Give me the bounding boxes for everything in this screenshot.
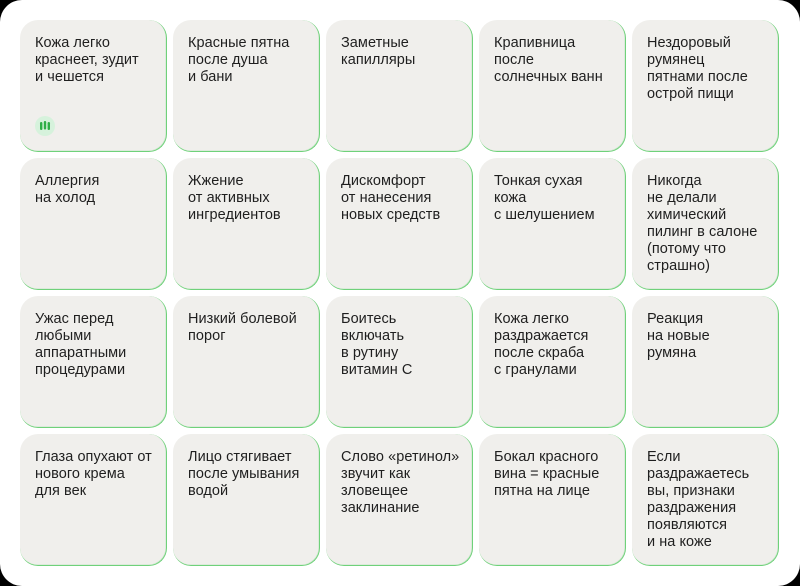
card-label: Кожа легко краснеет, зудит и чешется — [35, 35, 139, 85]
symptom-card-7[interactable] — [173, 158, 320, 290]
symptom-card-18[interactable] — [326, 434, 473, 566]
symptom-card-6[interactable] — [20, 158, 167, 290]
card-label: Дискомфорт от нанесения новых средств — [341, 173, 441, 223]
symptom-card-19[interactable] — [479, 434, 626, 566]
card-label: Ужас перед любыми аппаратными процедурами — [35, 311, 127, 378]
card-label: Реакция на новые румяна — [647, 311, 710, 361]
card-label: Красные пятна после душа и бани — [188, 35, 290, 85]
symptom-card-5[interactable] — [632, 20, 779, 152]
card-label: Никогда не делали химический пилинг в салоне (потому что страшно) — [647, 173, 758, 274]
card-label: Слово «ретинол» звучит как зловещее заклинание — [341, 449, 460, 516]
card-label: Лицо стягивает после умывания водой — [188, 449, 300, 499]
card-label: Бокал красного вина = красные пятна на лице — [494, 449, 600, 499]
card-label: Кожа легко раздражается после скраба с гранулами — [494, 311, 589, 378]
leaf-brand-icon — [35, 116, 55, 136]
symptom-card-20[interactable] — [632, 434, 779, 566]
card-label: Глаза опухают от нового крема для век — [35, 449, 152, 499]
symptom-card-12[interactable] — [173, 296, 320, 428]
symptom-card-8[interactable] — [326, 158, 473, 290]
card-label: Крапивница после солнечных ванн — [494, 35, 603, 85]
symptom-grid — [20, 20, 779, 566]
symptom-card-1[interactable] — [20, 20, 167, 152]
card-label: Если раздражаетесь вы, признаки раздражения появляются и на коже — [647, 449, 750, 550]
symptom-card-2[interactable] — [173, 20, 320, 152]
symptom-card-11[interactable] — [20, 296, 167, 428]
card-label: Заметные капилляры — [341, 35, 416, 68]
symptom-card-10[interactable] — [632, 158, 779, 290]
symptom-card-16[interactable] — [20, 434, 167, 566]
card-label: Тонкая сухая кожа с шелушением — [494, 173, 595, 223]
symptom-card-3[interactable] — [326, 20, 473, 152]
symptom-card-9[interactable] — [479, 158, 626, 290]
symptom-card-15[interactable] — [632, 296, 779, 428]
card-label: Жжение от активных ингредиентов — [188, 173, 281, 223]
card-label: Аллергия на холод — [35, 173, 100, 206]
symptom-card-13[interactable] — [326, 296, 473, 428]
card-label: Нездоровый румянец пятнами после острой пищи — [647, 35, 748, 102]
symptom-card-17[interactable] — [173, 434, 320, 566]
card-label: Низкий болевой порог — [188, 311, 297, 344]
symptom-card-14[interactable] — [479, 296, 626, 428]
symptom-card-4[interactable] — [479, 20, 626, 152]
card-label: Боитесь включать в рутину витамин С — [341, 311, 413, 378]
